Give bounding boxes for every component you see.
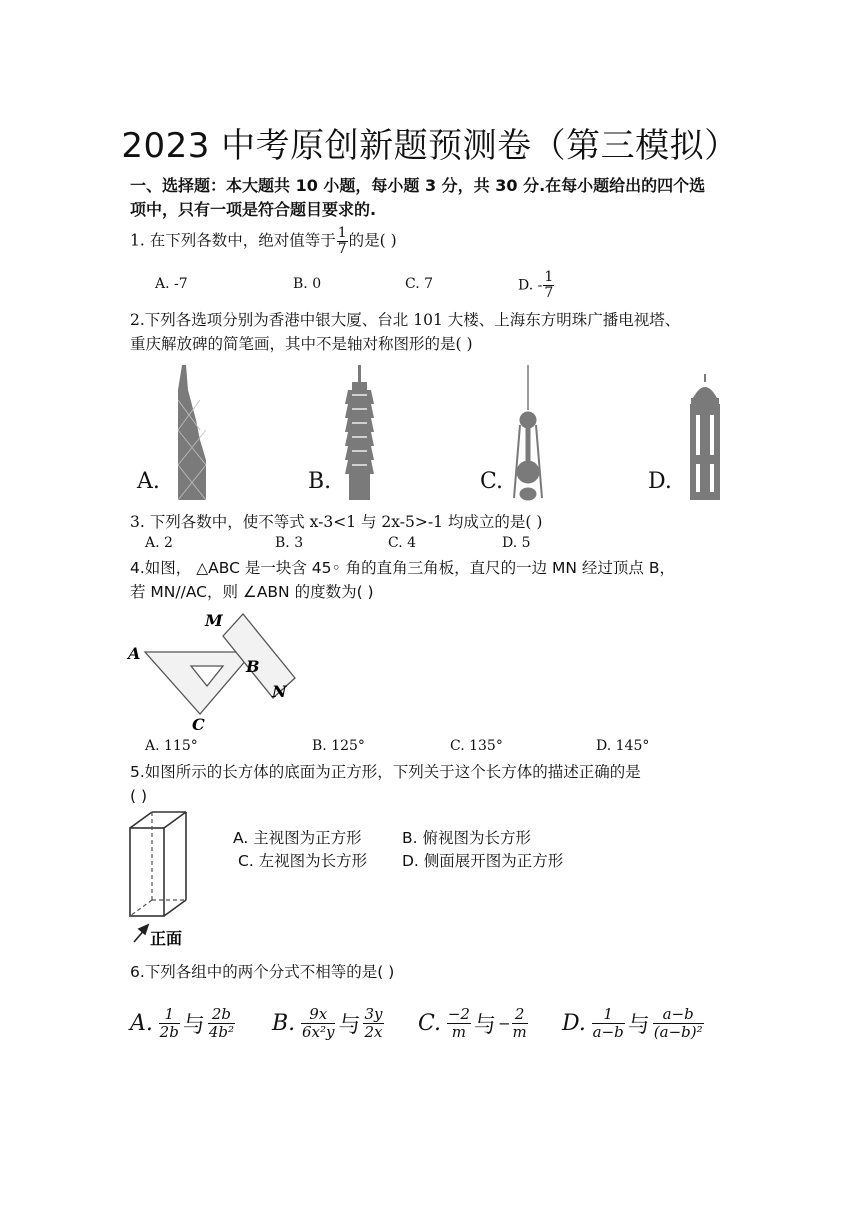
question-2-stem: 2.下列各选项分别为香港中银大厦、台北 101 大楼、上海东方明珠广播电视塔、 重庆解放碑的简笔画，其中不是轴对称图形的是( ) (130, 311, 681, 353)
q5-option-a: A. 主视图为正方形 (233, 829, 362, 847)
label-c: C (192, 715, 205, 734)
q4-option-d: D. 145° (596, 738, 650, 754)
fraction-1-7: $\frac{1}{7}$ (337, 225, 347, 257)
section-line-2: 项中，只有一项是符合题目要求的. (130, 200, 377, 219)
bank-of-china-tower-icon (178, 365, 206, 500)
label-b: B (246, 657, 260, 676)
q6-options-row (130, 1006, 740, 1060)
q3-option-b: B. 3 (275, 535, 304, 551)
label-n: N (272, 682, 287, 701)
liberation-monument-icon (690, 374, 720, 500)
q1-option-a: A. -7 (155, 276, 188, 292)
cuboid-icon (130, 812, 186, 916)
q5-option-c: C. 左视图为长方形 (238, 852, 368, 870)
question-3-stem: 3. 下列各数中，使不等式 x-3<1 与 2x-5>-1 均成立的是( ) (130, 513, 543, 531)
q2-label-b: B. (308, 469, 332, 494)
q2-label-c: C. (480, 469, 504, 494)
question-5-stem: 5.如图所示的长方体的底面为正方形，下列关于这个长方体的描述正确的是 ( ) (130, 763, 641, 805)
q6-option-d: D. $\frac{1}{a-b}$ 与 $\frac{a-b}{\text{(a−b)²}}$ (562, 1005, 703, 1041)
label-m: M (205, 611, 223, 630)
q6-option-a: A. $\frac{1}{2b}$ 与 $\frac{2b}{\text{4b²}}$ (130, 1005, 235, 1041)
arrow-icon (134, 925, 148, 942)
page-title: 2023 中考原创新题预测卷（第三模拟） (121, 126, 739, 166)
q4-option-c: C. 135° (450, 738, 503, 754)
q5-option-b: B. 俯视图为长方形 (402, 829, 531, 847)
oriental-pearl-tower-icon (514, 365, 542, 500)
taipei-101-icon (345, 365, 374, 500)
q3-option-a: A. 2 (145, 535, 173, 551)
q5-option-d: D. 侧面展开图为正方形 (402, 852, 564, 870)
q5-cuboid-figure (126, 808, 198, 950)
question-1-stem: 1. 在下列各数中，绝对值等于 $\frac{1}{7}$ 的是( ) (130, 225, 397, 257)
triangle-plate-icon (145, 652, 253, 714)
fraction-neg-1-7: $\frac{1}{7}$ (544, 269, 554, 301)
front-label: 正面 (150, 929, 183, 948)
q2-label-d: D. (648, 469, 672, 494)
q4-option-a: A. 115° (145, 738, 198, 754)
q2-label-a: A. (137, 469, 160, 494)
q6-option-c: C. $\frac{-2}{m}$ 与 − $\frac{2}{m}$ (418, 1005, 527, 1041)
q3-option-d: D. 5 (502, 535, 531, 551)
section-header (130, 174, 750, 222)
q1-option-c: C. 7 (405, 276, 434, 292)
q1-option-d: D. - $\frac{1}{7}$ (518, 269, 554, 301)
label-a: A (128, 644, 141, 663)
section-line-1: 一、选择题：本大题共 10 小题，每小题 3 分，共 30 分.在每小题给出的四个选 (130, 176, 706, 195)
q6-option-b: B. $\frac{9x}{\text{6x²y}}$ 与 $\frac{3y}{2x}$ (272, 1005, 383, 1041)
question-6-stem: 6.下列各组中的两个分式不相等的是( ) (130, 963, 395, 981)
q3-option-c: C. 4 (388, 535, 417, 551)
q1-option-b: B. 0 (293, 276, 322, 292)
q4-triangle-ruler-figure (125, 606, 305, 734)
q4-option-b: B. 125° (312, 738, 365, 754)
question-4-stem: 4.如图， △ABC 是一块含 45◦ 角的直角三角板，直尺的一边 MN 经过顶点 B， 若 MN//AC，则 ∠ABN 的度数为( ) (130, 559, 675, 601)
